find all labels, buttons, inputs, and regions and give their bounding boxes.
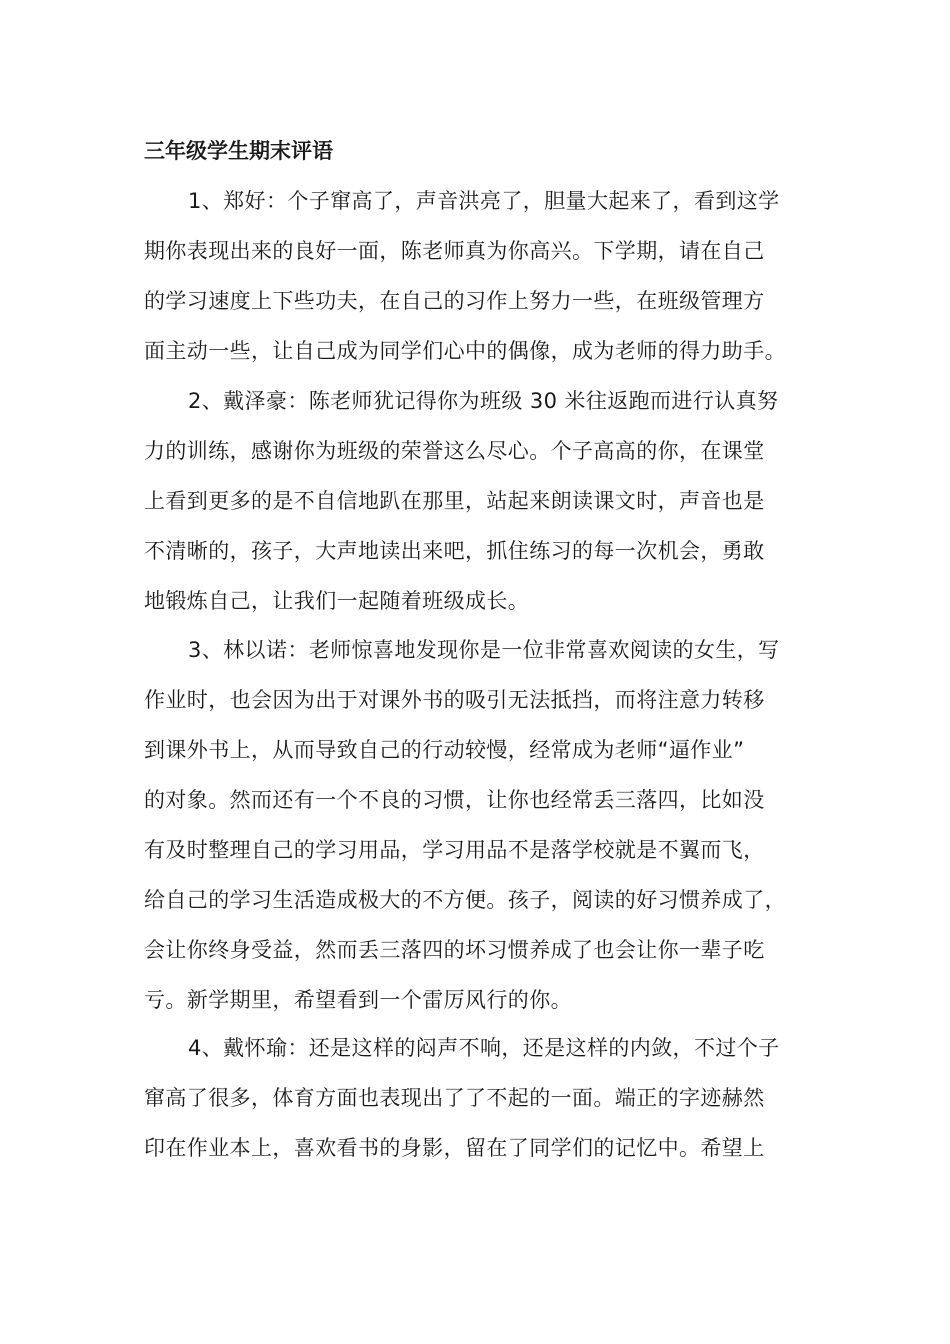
paragraph-line: 作业时，也会因为出于对课外书的吸引无法抵挡，而将注意力转移 [144, 688, 765, 712]
paragraph-line: 1、郑好：个子窜高了，声音洪亮了，胆量大起来了，看到这学 [188, 189, 780, 213]
paragraph-line: 会让你终身受益，然而丢三落四的坏习惯养成了也会让你一辈子吃 [144, 938, 765, 962]
document-title: 三年级学生期末评语 [144, 139, 333, 163]
paragraph-line: 不清晰的，孩子，大声地读出来吧，抓住练习的每一次机会，勇敢 [144, 539, 765, 563]
paragraph-line: 印在作业本上，喜欢看书的身影，留在了同学们的记忆中。希望上 [144, 1136, 765, 1160]
paragraph-line: 4、戴怀瑜：还是这样的闷声不响，还是这样的内敛，不过个子 [188, 1036, 780, 1060]
paragraph-line: 面主动一些，让自己成为同学们心中的偶像，成为老师的得力助手。 [144, 339, 786, 363]
paragraph-line: 3、林以诺：老师惊喜地发现你是一位非常喜欢阅读的女生，写 [188, 638, 780, 662]
paragraph-line: 期你表现出来的良好一面，陈老师真为你高兴。下学期，请在自己 [144, 239, 765, 263]
paragraph-line: 给自己的学习生活造成极大的不方便。孩子，阅读的好习惯养成了， [144, 888, 786, 912]
paragraph-line: 力的训练，感谢你为班级的荣誉这么尽心。个子高高的你，在课堂 [144, 439, 765, 463]
paragraph-line: 到课外书上，从而导致自己的行动较慢，经常成为老师“逼作业” [144, 738, 745, 762]
paragraph-line: 2、戴泽豪：陈老师犹记得你为班级 30 米往返跑而进行认真努 [188, 389, 779, 413]
paragraph-line: 的对象。然而还有一个不良的习惯，让你也经常丢三落四，比如没 [144, 788, 765, 812]
paragraph-line: 亏。新学期里，希望看到一个雷厉风行的你。 [144, 988, 572, 1012]
paragraph-line: 上看到更多的是不自信地趴在那里，站起来朗读课文时，声音也是 [144, 489, 765, 513]
paragraph-line: 地锻炼自己，让我们一起随着班级成长。 [144, 589, 530, 613]
paragraph-line: 有及时整理自己的学习用品，学习用品不是落学校就是不翼而飞， [144, 838, 765, 862]
paragraph-line: 的学习速度上下些功夫，在自己的习作上努力一些，在班级管理方 [144, 289, 765, 313]
comment-paragraph-1 [144, 186, 824, 386]
comment-paragraph-2 [144, 386, 824, 636]
comment-paragraph-4 [144, 1033, 824, 1183]
paragraph-line: 窜高了很多，体育方面也表现出了了不起的一面。端正的字迹赫然 [144, 1086, 765, 1110]
comment-paragraph-3 [144, 635, 824, 1035]
